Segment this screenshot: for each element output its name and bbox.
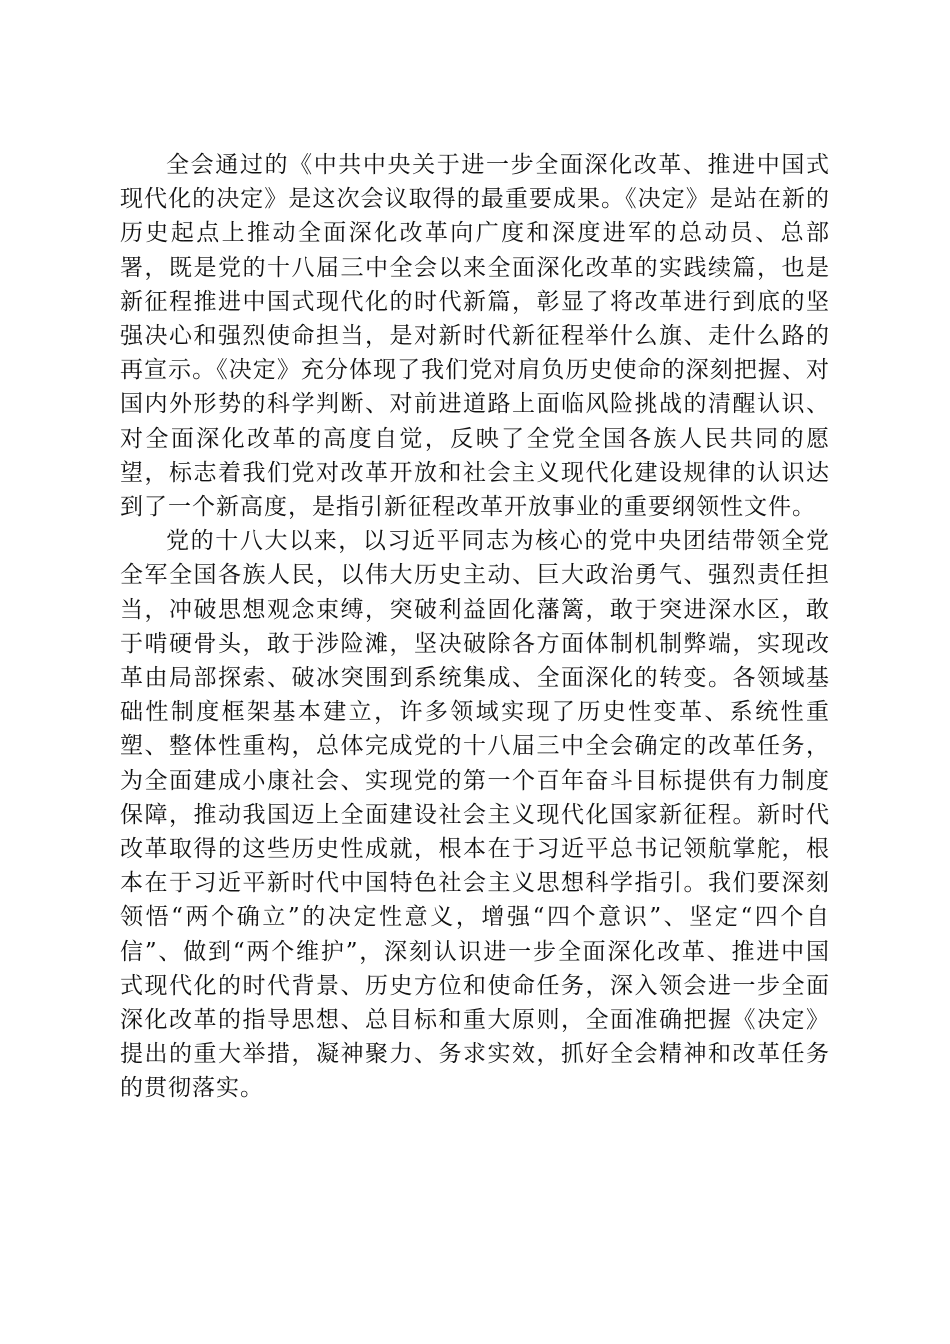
paragraph-2: 党的十八大以来，以习近平同志为核心的党中央团结带领全党全军全国各族人民，以伟大历史主动、巨大政治勇气、强烈责任担当，冲破思想观念束缚，突破利益固化藩篱，敢于突进深水区，敢于啃硬骨头，敢于涉险滩，坚决破除各方面体制机制弊端，实现改革由局部探索、破冰突围到系统集成、全面深化的转变。各领域基础性制度框架基本建立，许多领域实现了历史性变革、系统性重塑、整体性重构，总体完成党的十八届三中全会确定的改革任务，为全面建成小康社会、实现党的第一个百年奋斗目标提供有力制度保障，推动我国迈上全面建设社会主义现代化国家新征程。新时代改革取得的这些历史性成就，根本在于习近平总书记领航掌舵，根本在于习近平新时代中国特色社会主义思想科学指引。我们要深刻领悟“两个确立”的决定性意义，增强“四个意识”、坚定“四个自信”、做到“两个维护”，深刻认识进一步全面深化改革、推进中国式现代化的时代背景、历史方位和使命任务，深入领会进一步全面深化改革的指导思想、总目标和重大原则，全面准确把握《决定》提出的重大举措，凝神聚力、务求实效，抓好全会精神和改革任务的贯彻落实。 [120,528,830,1102]
body-text [120,148,830,1106]
paragraph-1: 全会通过的《中共中央关于进一步全面深化改革、推进中国式现代化的决定》是这次会议取得的最重要成果。《决定》是站在新的历史起点上推动全面深化改革向广度和深度进军的总动员、总部署，既是党的十八届三中全会以来全面深化改革的实践续篇，也是新征程推进中国式现代化的时代新篇，彰显了将改革进行到底的坚强决心和强烈使命担当，是对新时代新征程举什么旗、走什么路的再宣示。《决定》充分体现了我们党对肩负历史使命的深刻把握、对国内外形势的科学判断、对前进道路上面临风险挑战的清醒认识、对全面深化改革的高度自觉，反映了全党全国各族人民共同的愿望，标志着我们党对改革开放和社会主义现代化建设规律的认识达到了一个新高度，是指引新征程改革开放事业的重要纲领性文件。 [120,152,830,521]
